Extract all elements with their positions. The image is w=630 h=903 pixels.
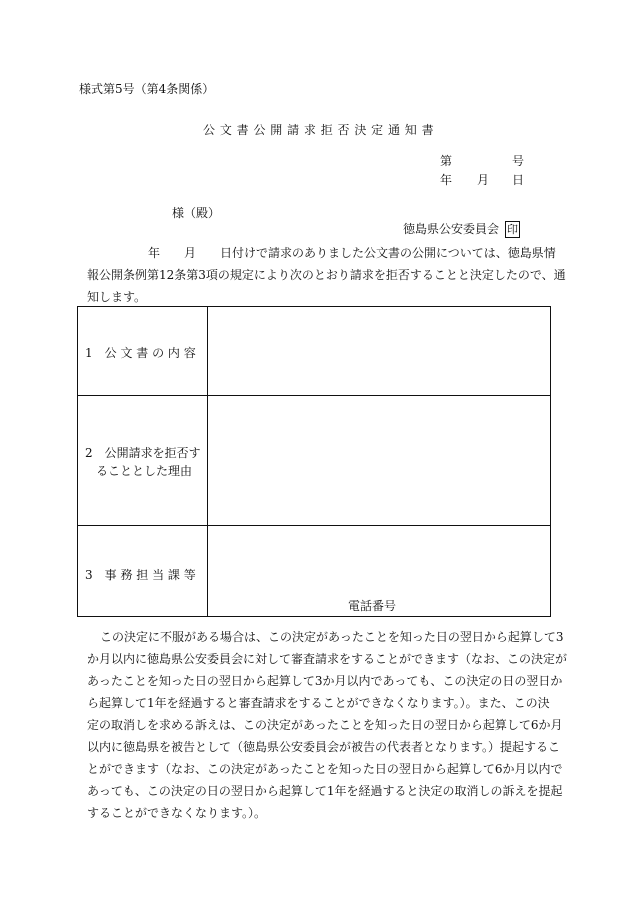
doc-number-suffix: 号 — [512, 154, 525, 168]
table-row-department — [78, 526, 550, 616]
body-line: 年 月 日付けで請求のありました公文書の公開については、徳島県情 — [148, 246, 556, 260]
notice-line: 定の取消しを求める訴えは、この決定があったことを知った日の翌日から起算して6か月 — [87, 718, 563, 732]
row-label-department: 3 事 務 担 当 課 等 — [85, 568, 196, 582]
date-month: 月 — [477, 173, 490, 187]
body-paragraph — [87, 242, 566, 308]
form-number: 様式第5号（第4条関係） — [79, 82, 215, 96]
notice-line: することができなくなります。）。 — [87, 806, 267, 820]
row-label-cell — [78, 396, 208, 525]
row-label-reason-1: 2 公開請求を拒否す — [85, 446, 201, 460]
sender-block — [403, 220, 520, 238]
row-label-cell — [78, 307, 208, 395]
notice-line: この決定に不服がある場合は、この決定があったことを知った日の翌日から起算して3 — [100, 630, 564, 644]
seal-stamp: 印 — [507, 223, 519, 236]
row-label-cell — [78, 526, 208, 616]
notice-line: とができます（なお、この決定があったことを知った日の翌日から起算して6か月以内で — [87, 762, 563, 776]
table-row-reason — [78, 396, 550, 526]
notice-line: あっても、この決定の日の翌日から起算して1年を経過すると決定の取消しの訴えを提起 — [87, 784, 563, 798]
table-row-content — [78, 307, 550, 396]
sender-name: 徳島県公安委員会 — [403, 222, 500, 236]
date-day: 日 — [512, 173, 525, 187]
notice-line: あったことを知った日の翌日から起算して3か月以内であっても、この決定の日の翌日か — [87, 674, 563, 688]
notice-line: か月以内に徳島県公安委員会に対して審査請求をすることができます（なお、この決定が — [87, 652, 568, 666]
notice-line: ら起算して1年を経過すると審査請求をすることができなくなります。）。また、この決 — [87, 696, 550, 710]
addressee: 様（殿） — [172, 206, 221, 220]
appeal-notice — [87, 626, 567, 824]
notice-line: 以内に徳島県を被告として（徳島県公安委員会が被告の代表者となります。）提起するこ — [87, 740, 561, 754]
doc-number-prefix: 第 — [440, 154, 453, 168]
document-title: 公 文 書 公 開 請 求 拒 否 決 定 通 知 書 — [203, 123, 435, 137]
phone-number-label: 電話番号 — [348, 599, 397, 613]
body-line: 報公開条例第12条第3項の規定により次のとおり請求を拒否することと決定したので、通 — [87, 268, 566, 282]
body-line: 知します。 — [87, 290, 147, 304]
row-label-reason-2: ることとした理由 — [96, 464, 193, 478]
date-year: 年 — [440, 173, 453, 187]
details-table — [77, 306, 551, 617]
row-label-content: 1 公 文 書 の 内 容 — [85, 346, 196, 360]
